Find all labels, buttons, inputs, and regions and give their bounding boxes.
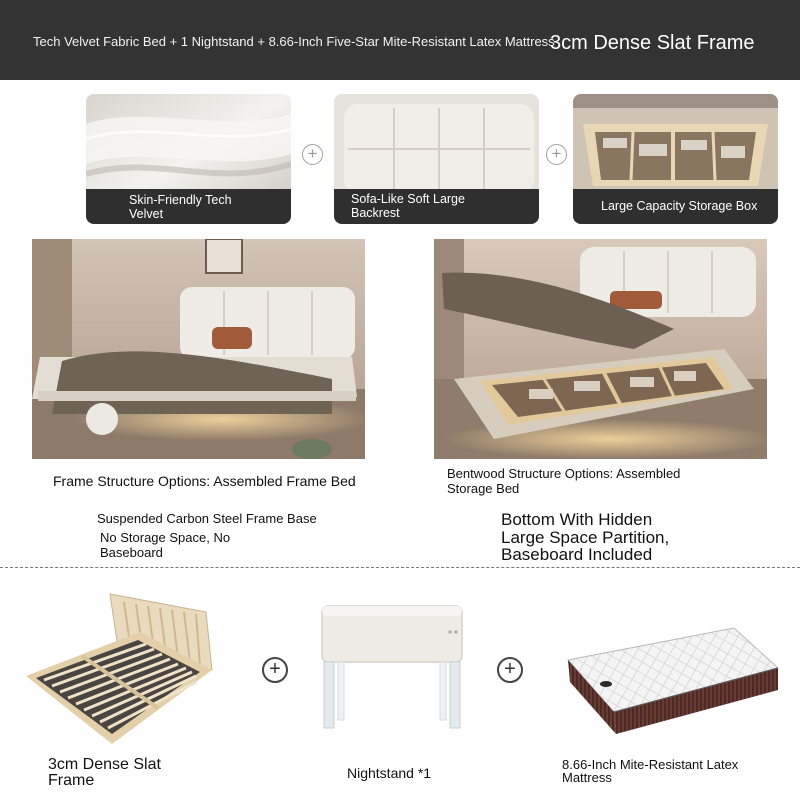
bundle-slat-frame-label — [48, 757, 161, 788]
bundle-slat-frame-image — [20, 588, 220, 748]
option-right-note-2: Large Space Partition, — [501, 527, 670, 547]
option-right-title-2: Storage Bed — [447, 481, 520, 496]
option-right-note-1: Bottom With Hidden — [501, 510, 653, 529]
option-left-note — [100, 530, 230, 560]
option-left-note-1: No Storage Space, No — [100, 530, 231, 545]
bundle-mattress-label-2: Mattress — [562, 769, 612, 785]
room-photo-frame-bed — [32, 239, 365, 459]
bundle-nightstand-image — [318, 602, 466, 737]
bundle-slat-frame-label-1: 3cm Dense Slat — [48, 756, 161, 773]
feature-backrest-label-1: Sofa-Like Soft Large — [351, 192, 465, 206]
bundle-nightstand-label: Nightstand *1 — [347, 765, 432, 781]
plus-icon: + — [546, 144, 567, 165]
feature-velvet-caption — [86, 189, 291, 224]
option-right-note — [501, 511, 669, 564]
room-photo-storage-bed — [434, 239, 767, 459]
feature-storage-tile — [573, 94, 778, 224]
option-right-title-1: Bentwood Structure Options: Assembled — [447, 466, 681, 481]
header-subtitle: Tech Velvet Fabric Bed + 1 Nightstand + 8.66-Inch Five-Star Mite-Resistant Latex Mattress — [33, 34, 555, 49]
feature-velvet-tile — [86, 94, 291, 224]
section-divider — [0, 567, 800, 568]
bundle-mattress-image — [566, 624, 780, 750]
feature-velvet-label-2: Velvet — [129, 207, 164, 221]
option-right-note-3: Baseboard Included — [501, 545, 653, 564]
option-left-title: Frame Structure Options: Assembled Frame Bed — [53, 473, 356, 489]
feature-backrest-label-2: Backrest — [351, 206, 400, 220]
bundle-slat-frame-label-2: Frame — [48, 771, 95, 789]
plus-icon: + — [302, 144, 323, 165]
option-left-base: Suspended Carbon Steel Frame Base — [97, 511, 317, 526]
option-right-title — [447, 466, 680, 496]
feature-velvet-label-1: Skin-Friendly Tech — [129, 193, 232, 207]
feature-backrest-caption — [334, 189, 539, 224]
bundle-mattress-label — [562, 759, 738, 784]
header-banner — [0, 0, 800, 80]
feature-storage-label-1: Large Capacity Storage Box — [601, 199, 758, 213]
header-title: 3cm Dense Slat Frame — [550, 32, 755, 54]
feature-backrest-tile — [334, 94, 539, 224]
feature-storage-caption — [573, 189, 778, 224]
plus-icon: + — [497, 657, 523, 683]
plus-icon: + — [262, 657, 288, 683]
bundle-mattress-label-1: 8.66-Inch Mite-Resistant Latex — [562, 757, 739, 772]
option-left-note-2: Baseboard — [100, 545, 163, 560]
